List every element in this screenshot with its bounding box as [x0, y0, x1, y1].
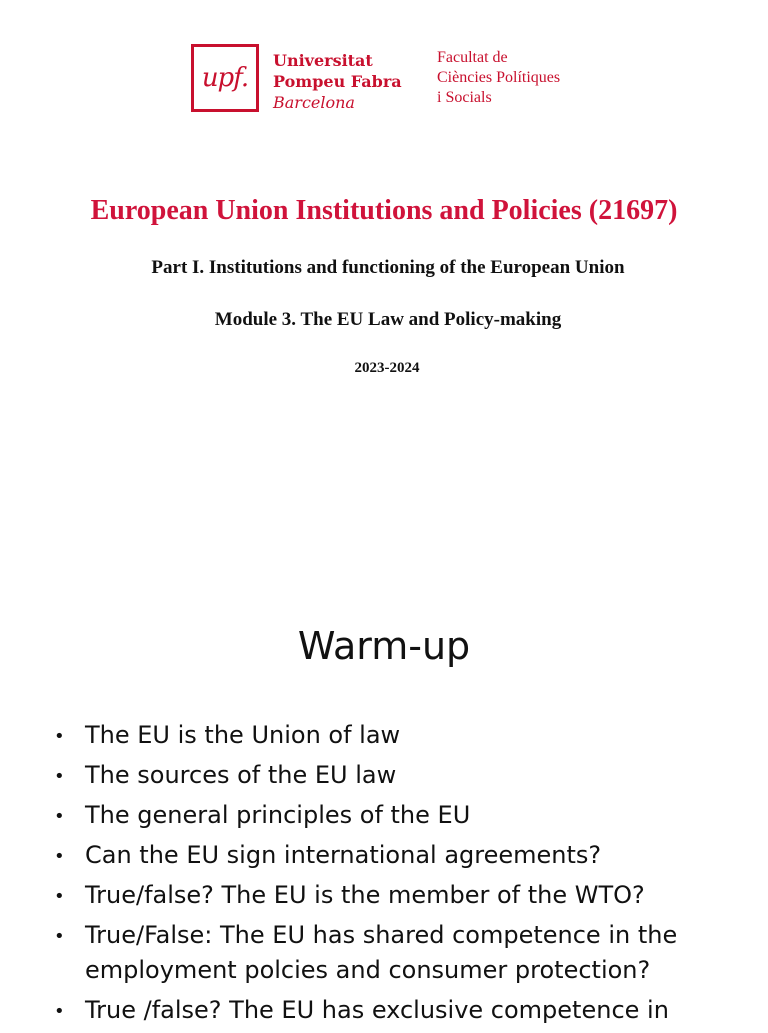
bullet-icon: • [54, 726, 65, 747]
list-item [54, 718, 744, 753]
list-item-text: True /false? The EU has exclusive competence in [85, 996, 669, 1024]
bullet-icon: • [54, 806, 65, 827]
module-title: Module 3. The EU Law and Policy-making [214, 309, 562, 330]
part-title: Part I. Institutions and functioning of the European Union [151, 257, 625, 278]
faculty-line-3: i Socials [437, 89, 492, 106]
bullet-icon: • [54, 1001, 65, 1022]
list-item [54, 798, 744, 833]
warmup-heading: Warm-up [297, 624, 471, 668]
faculty-line-2: Ciències Polítiques [437, 69, 561, 86]
academic-year: 2023-2024 [354, 360, 420, 376]
list-item-text: The EU is the Union of law [85, 721, 401, 749]
bullet-icon: • [54, 886, 65, 907]
list-item [54, 838, 744, 873]
faculty-line-1: Facultat de [437, 49, 508, 66]
course-title: European Union Institutions and Policies (21697) [90, 195, 678, 226]
logo-line-pompeu-fabra: Pompeu Fabra [273, 72, 402, 91]
list-item-text: The general principles of the EU [85, 801, 471, 829]
list-item [54, 758, 744, 793]
list-item-text: True/false? The EU is the member of the WTO? [85, 881, 645, 909]
list-item [54, 878, 744, 913]
upf-logo-wordmark [273, 50, 402, 113]
list-item-text: True/False: The EU has shared competence in the employment polcies and consumer protection? [85, 921, 678, 984]
list-item-text: Can the EU sign international agreements? [85, 841, 602, 869]
bullet-icon: • [54, 926, 65, 947]
warmup-list [54, 718, 744, 1033]
list-item [54, 993, 744, 1028]
bullet-icon: • [54, 846, 65, 867]
upf-logo-mark [191, 44, 259, 112]
faculty-name [437, 48, 560, 108]
logo-line-universitat: Universitat [273, 51, 373, 70]
list-item [54, 918, 744, 988]
upf-logo [191, 44, 402, 116]
logo-line-barcelona: Barcelona [273, 93, 355, 112]
upf-logo-mark-text: upf. [201, 63, 249, 93]
list-item-text: The sources of the EU law [85, 761, 397, 789]
bullet-icon: • [54, 766, 65, 787]
